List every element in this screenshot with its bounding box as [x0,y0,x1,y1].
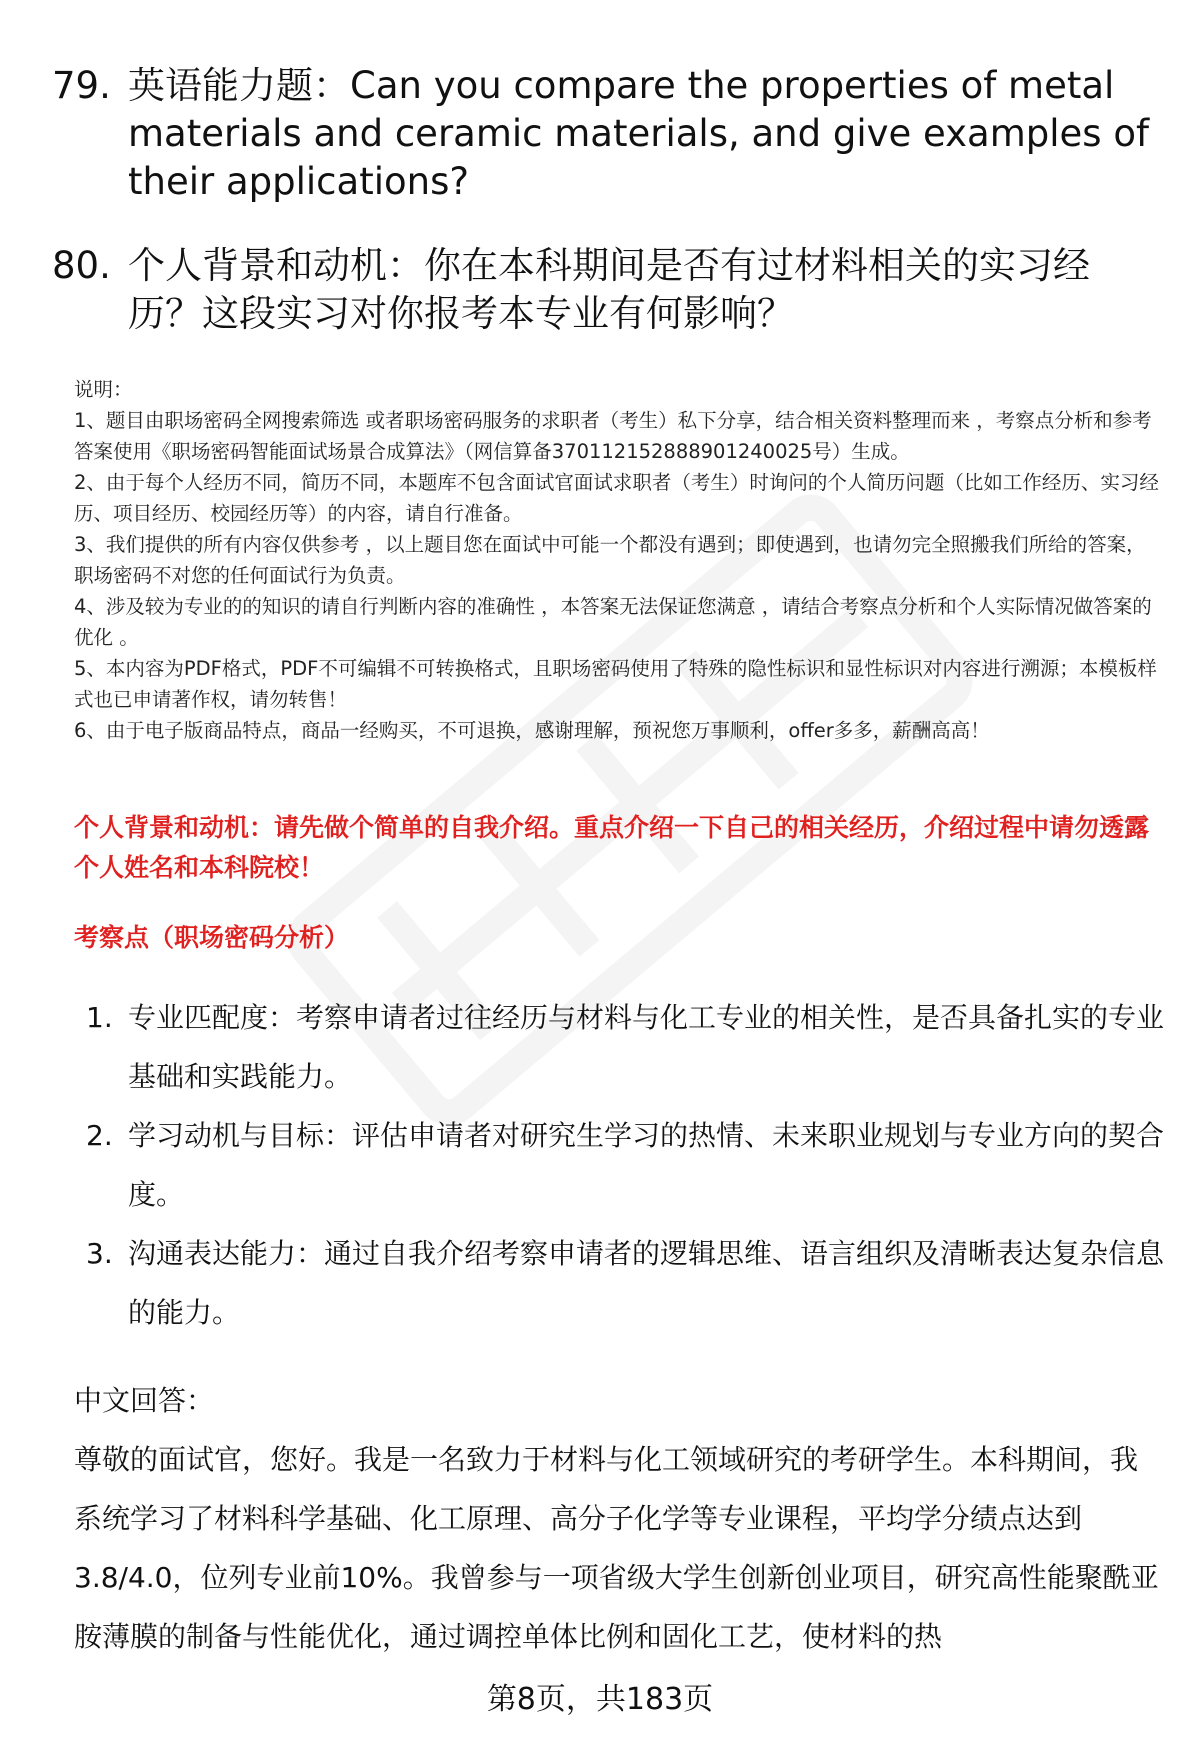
list-item [86,1224,1166,1342]
note-item: 2、由于每个人经历不同，简历不同，本题库不包含面试官面试求职者（考生）时询问的个人简历问题（比如工作经历、实习经历、项目经历、校园经历等）的内容，请自行准备。 [74,471,1159,525]
note-item: 5、本内容为PDF格式，PDF不可编辑不可转换格式，且职场密码使用了特殊的隐性标识和显性标识对内容进行溯源；本模板样式也已申请著作权，请勿转售！ [74,657,1157,711]
note-item: 3、我们提供的所有内容仅供参考 ，以上题目您在面试中可能一个都没有遇到；即使遇到，也请勿完全照搬我们所给的答案，职场密码不对您的任何面试行为负责。 [74,533,1146,587]
question-number: 80. [52,244,111,287]
answer-label: 中文回答： [74,1384,215,1417]
notes-block [74,374,1164,746]
question-text: 英语能力题：Can you compare the properties of metal materials and ceramic materials, and give examples of their applications? [128,64,1150,203]
point-number: 1. [86,1001,113,1034]
question-text: 个人背景和动机：你在本科期间是否有过材料相关的实习经历？这段实习对你报考本专业有何影响？ [128,244,1090,335]
analysis-heading: 考察点（职场密码分析） [74,923,350,952]
notes-title: 说明： [74,378,133,401]
highlight-question: 个人背景和动机：请先做个简单的自我介绍。重点介绍一下自己的相关经历，介绍过程中请勿透露个人姓名和本科院校！ [74,813,1150,882]
note-item: 6、由于电子版商品特点，商品一经购买，不可退换，感谢理解，预祝您万事顺利，offer多多，薪酬高高！ [74,719,990,742]
page-number-footer: 第8页，共183页 [0,1676,1200,1724]
list-item [86,1106,1166,1224]
question-80 [52,242,1162,338]
analysis-points-list [86,988,1166,1342]
question-79 [52,62,1162,206]
list-item [86,988,1166,1106]
answer-body: 尊敬的面试官，您好。我是一名致力于材料与化工领域研究的考研学生。本科期间，我系统学习了材料科学基础、化工原理、高分子化学等专业课程，平均学分绩点达到3.8/4.0，位列专业前10%。我曾参与一项省级大学生创新创业项目，研究高性能聚酰亚胺薄膜的制备与性能优化，通过调控单体比例和固化工艺，使材料的热 [74,1443,1159,1653]
note-item: 1、题目由职场密码全网搜索筛选 或者职场密码服务的求职者（考生）私下分享，结合相关资料整理而来 ，考察点分析和参考答案使用《职场密码智能面试场景合成算法》（网信算备370112152888901240025号）生成。 [74,409,1152,463]
note-item: 4、涉及较为专业的的知识的请自行判断内容的准确性 ，本答案无法保证您满意 ，请结合考察点分析和个人实际情况做答案的优化 。 [74,595,1152,649]
point-number: 3. [86,1237,113,1270]
point-text: 沟通表达能力：通过自我介绍考察申请者的逻辑思维、语言组织及清晰表达复杂信息的能力。 [128,1237,1165,1329]
point-number: 2. [86,1119,113,1152]
point-text: 学习动机与目标：评估申请者对研究生学习的热情、未来职业规划与专业方向的契合度。 [128,1119,1165,1211]
question-number: 79. [52,64,111,107]
point-text: 专业匹配度：考察申请者过往经历与材料与化工专业的相关性，是否具备扎实的专业基础和实践能力。 [128,1001,1165,1093]
